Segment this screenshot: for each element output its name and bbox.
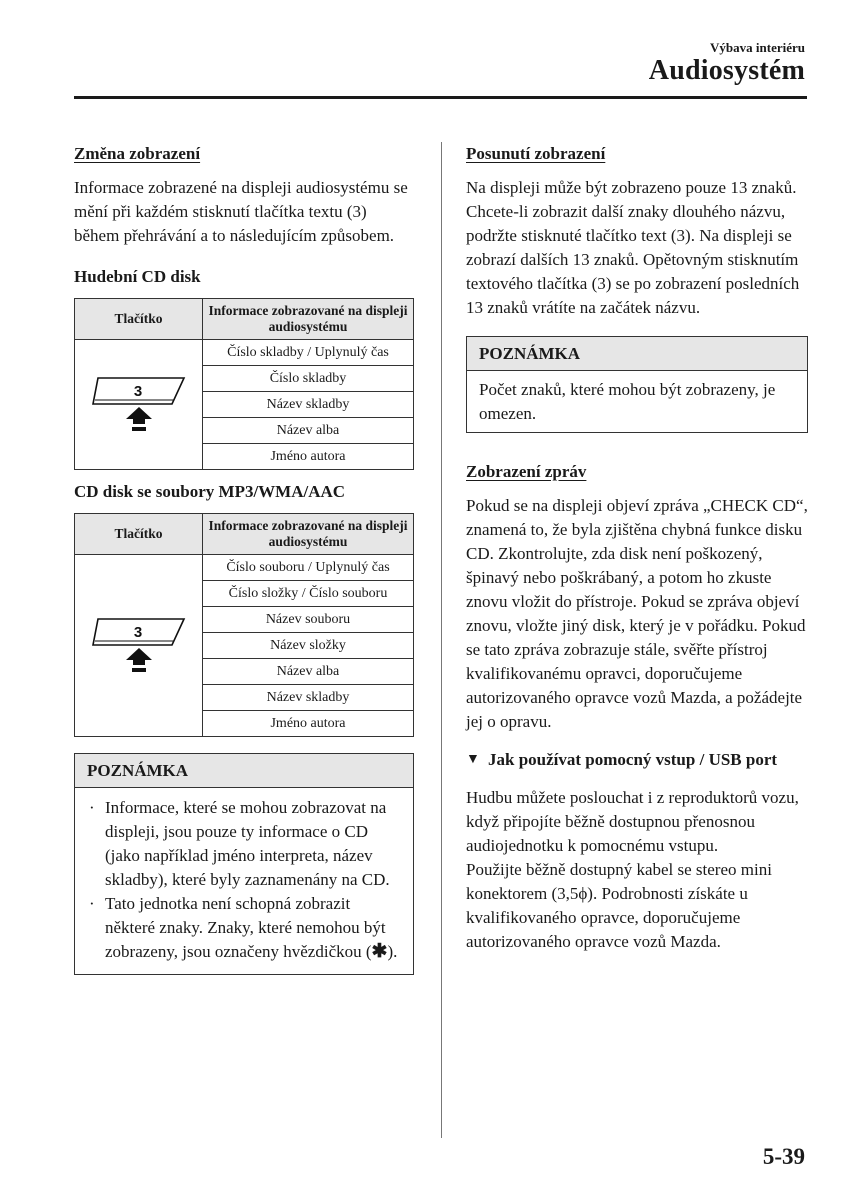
header-rule — [74, 96, 807, 99]
note-title: POZNÁMKA — [467, 337, 807, 371]
list-item — [87, 796, 401, 892]
page-number: 5-39 — [762, 1144, 805, 1169]
heading-display-change: Změna zobrazení — [74, 144, 201, 163]
triangle-down-icon: ▼ — [466, 752, 480, 767]
table-row: Název souboru — [203, 607, 414, 633]
table-row: Číslo souboru / Uplynulý čas — [203, 555, 414, 581]
table-row: Název složky — [203, 633, 414, 659]
left-column — [74, 142, 414, 975]
text-button-3-icon — [92, 615, 186, 677]
right-column — [466, 142, 808, 954]
button-number-label: 3 — [133, 623, 142, 641]
table2-header-button: Tlačítko — [75, 514, 203, 555]
intro-paragraph: Informace zobrazené na displeji audiosystému se mění při každém stisknutí tlačítka textu (3) během přehrávání a to následujícím způsobem. — [74, 178, 408, 245]
list-item — [87, 892, 401, 964]
page-title: Audiosystém — [648, 55, 805, 86]
table2-header-info: Informace zobrazované na displeji audiosystému — [203, 514, 414, 555]
table-row: Název alba — [203, 418, 414, 444]
asterisk-star-icon: ✱ — [371, 941, 388, 962]
note-title: POZNÁMKA — [75, 754, 413, 788]
heading-aux-usb — [466, 748, 808, 772]
scroll-paragraph: Na displeji může být zobrazeno pouze 13 znaků. Chcete-li zobrazit další znaky dlouhého názvu, podržte stisknuté tlačítko text (3). Na displeji se zobrazí dalších 13 znaků. Opětovným stisknutím textového tlačítka (3) se po zobrazení posledních 13 znaků vrátíte na začátek názvu. — [466, 178, 800, 317]
table-row: Název alba — [203, 659, 414, 685]
bullet-mark: · — [89, 798, 95, 817]
note-bullet-1: Informace, které se mohou zobrazovat na displeji, jsou pouze ty informace o CD (jako například jméno interpreta, název skladby), které byly zaznamenány na CD. — [105, 798, 390, 889]
bullet-mark: · — [89, 894, 95, 913]
note-body: Počet znaků, které mohou být zobrazeny, je omezen. — [479, 380, 776, 423]
table2-title: CD disk se soubory MP3/WMA/AAC — [74, 482, 346, 501]
table1-header-button: Tlačítko — [75, 299, 203, 340]
note-body — [75, 788, 413, 974]
table-row: Číslo skladby — [203, 366, 414, 392]
table2-button-cell — [75, 555, 203, 737]
table-row: Číslo složky / Číslo souboru — [203, 581, 414, 607]
table1-title: Hudební CD disk — [74, 267, 201, 286]
text-button-3-icon — [92, 374, 186, 436]
note-bullet-2-end: ). — [387, 942, 398, 961]
heading-messages: Zobrazení zpráv — [466, 462, 587, 481]
table1-button-cell — [75, 340, 203, 470]
note-box-right — [466, 336, 808, 433]
table-row: Jméno autora — [203, 711, 414, 737]
aux-paragraph-1: Hudbu můžete poslouchat i z reproduktorů vozu, když připojíte běžně dostupnou přenosnou audiojednotku k pomocnému vstupu. — [466, 788, 799, 855]
table-row: Název skladby — [203, 392, 414, 418]
table-row: Jméno autora — [203, 444, 414, 470]
table-row: Číslo skladby / Uplynulý čas — [203, 340, 414, 366]
note-bullet-2-text: Tato jednotka není schopná zobrazit některé znaky. Znaky, které nemohou být zobrazeny, jsou označeny hvězdičkou ( — [105, 894, 386, 961]
heading-aux-usb-text: Jak používat pomocný vstup / USB port — [488, 750, 778, 769]
table-mp3-cd — [74, 513, 414, 737]
heading-display-scroll: Posunutí zobrazení — [466, 144, 606, 163]
table-row: Název skladby — [203, 685, 414, 711]
table1-header-info: Informace zobrazované na displeji audiosystému — [203, 299, 414, 340]
section-label: Výbava interiéru — [710, 40, 805, 55]
messages-paragraph: Pokud se na displeji objeví zpráva „CHECK CD“, znamená to, že byla zjištěna chybná funkce disku CD. Zkontrolujte, zda disk není poškozený, špinavý nebo poškrábaný, a potom ho zkuste znovu vložit do přístroje. Pokud se zpráva objeví znovu, vložte jiný disk, který je v pořádku. Pokud se tato zpráva zobrazuje stále, svěřte přístroj kvalifikovanému opravci, doporučujeme autorizovaného opravce vozů Mazda, a požádejte jej o opravu. — [466, 496, 808, 731]
table-music-cd — [74, 298, 414, 470]
column-divider — [441, 142, 442, 1138]
note-box-left — [74, 753, 414, 975]
button-number-label: 3 — [133, 382, 142, 400]
note-bullet-2 — [105, 892, 401, 964]
aux-paragraph-2: Použijte běžně dostupný kabel se stereo mini konektorem (3,5ϕ). Podrobnosti získáte u kvalifikovaného opravce, doporučujeme autorizovaného opravce vozů Mazda. — [466, 860, 772, 951]
